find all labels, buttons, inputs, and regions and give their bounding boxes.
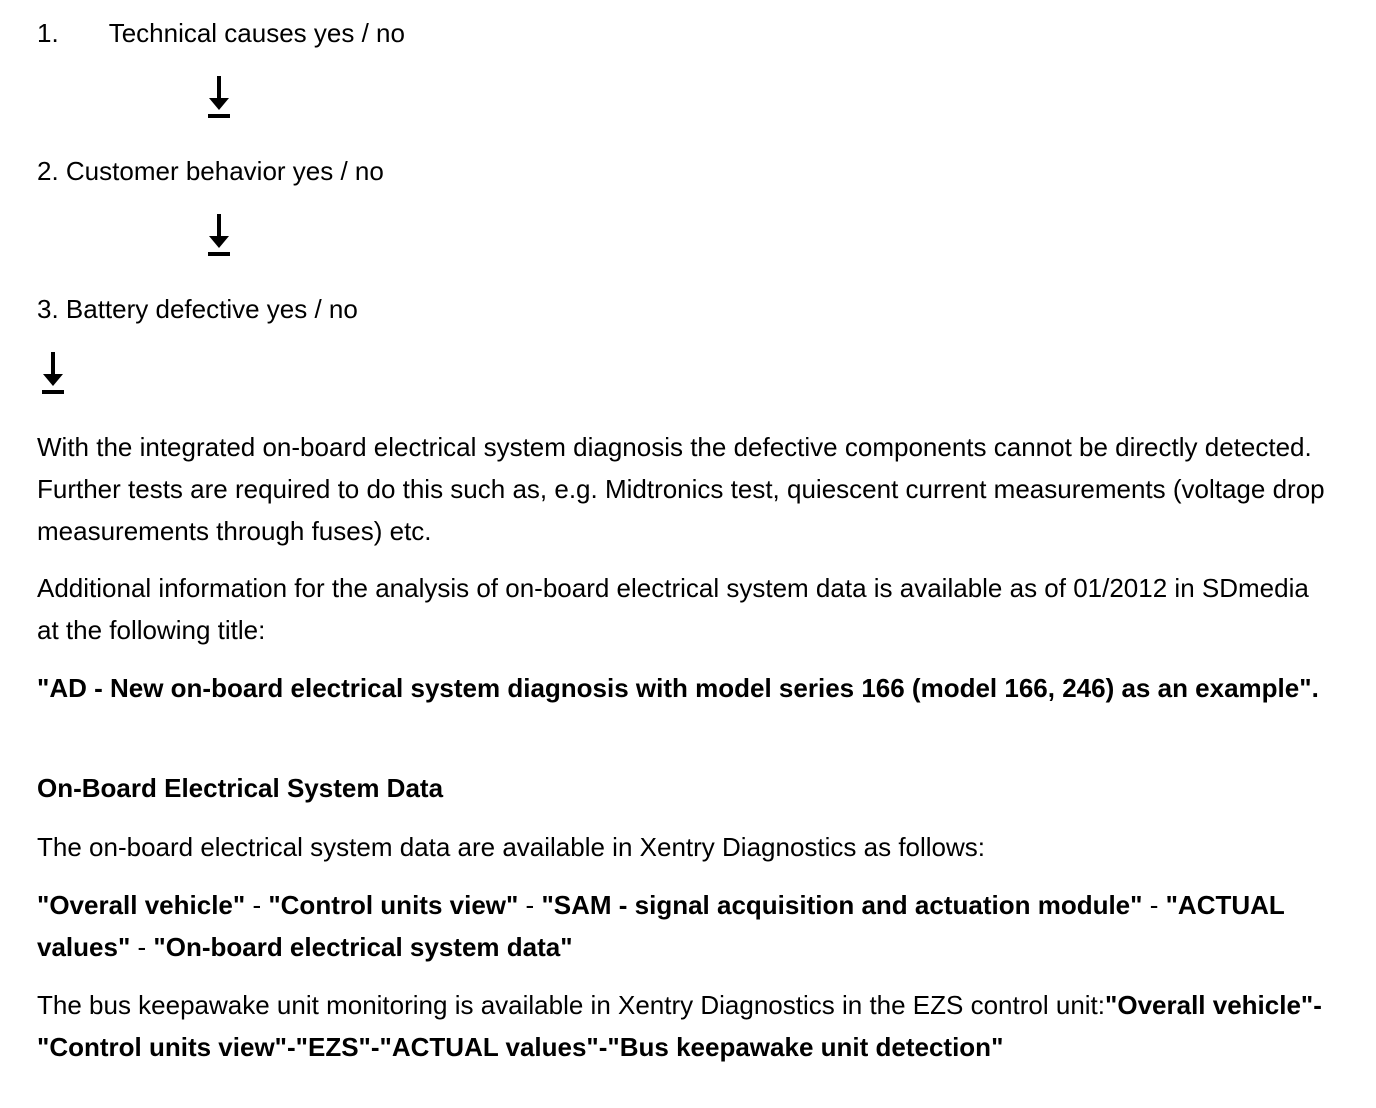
- path-separator: -: [518, 890, 542, 920]
- bus-keepawake-path: "Overall vehicle"-"Control units view"-"EZS"-"ACTUAL values"-"Bus keepawake unit detection": [37, 990, 1322, 1062]
- path-actual-values: "ACTUAL values": [37, 890, 1285, 962]
- path-overall-vehicle: "Overall vehicle": [37, 890, 246, 920]
- down-arrow-to-bar-icon: [208, 76, 230, 120]
- step-2: [37, 156, 384, 186]
- path-separator: -: [245, 890, 269, 920]
- step-1-number: 1.: [37, 18, 59, 48]
- path-on-board-data: "On-board electrical system data": [153, 932, 573, 962]
- path-separator: -: [1142, 890, 1166, 920]
- paragraph-xentry-data: The on-board electrical system data are available in Xentry Diagnostics as follows:: [37, 832, 986, 862]
- step-1: [37, 18, 405, 48]
- down-arrow-to-bar-icon: [42, 352, 64, 396]
- step-3: [37, 294, 358, 324]
- step-1-text: Technical causes yes / no: [108, 18, 405, 48]
- step-2-text: 2. Customer behavior yes / no: [37, 156, 384, 186]
- paragraph-xentry-path: [37, 884, 1337, 968]
- path-separator: -: [130, 932, 154, 962]
- path-sam-module: "SAM - signal acquisition and actuation module": [541, 890, 1143, 920]
- step-3-text: 3. Battery defective yes / no: [37, 294, 358, 324]
- paragraph-bus-keepawake: [37, 984, 1337, 1068]
- section-heading: On-Board Electrical System Data: [37, 773, 444, 803]
- path-control-units-view: "Control units view": [268, 890, 519, 920]
- down-arrow-to-bar-icon: [208, 214, 230, 258]
- paragraph-diagnosis: With the integrated on-board electrical system diagnosis the defective components cannot be directly detected. Further tests are required to do this such as, e.g. Midtronics test, quiescent current measurements (voltage drop measurements through fuses) etc.: [37, 432, 1325, 546]
- paragraph-sdmedia-title: "AD - New on-board electrical system diagnosis with model series 166 (model 166, 246) as an example".: [37, 673, 1319, 703]
- paragraph-additional-info: Additional information for the analysis of on-board electrical system data is available as of 01/2012 in SDmedia at the following title:: [37, 573, 1309, 645]
- bus-keepawake-text: The bus keepawake unit monitoring is available in Xentry Diagnostics in the EZS control unit:: [37, 990, 1106, 1020]
